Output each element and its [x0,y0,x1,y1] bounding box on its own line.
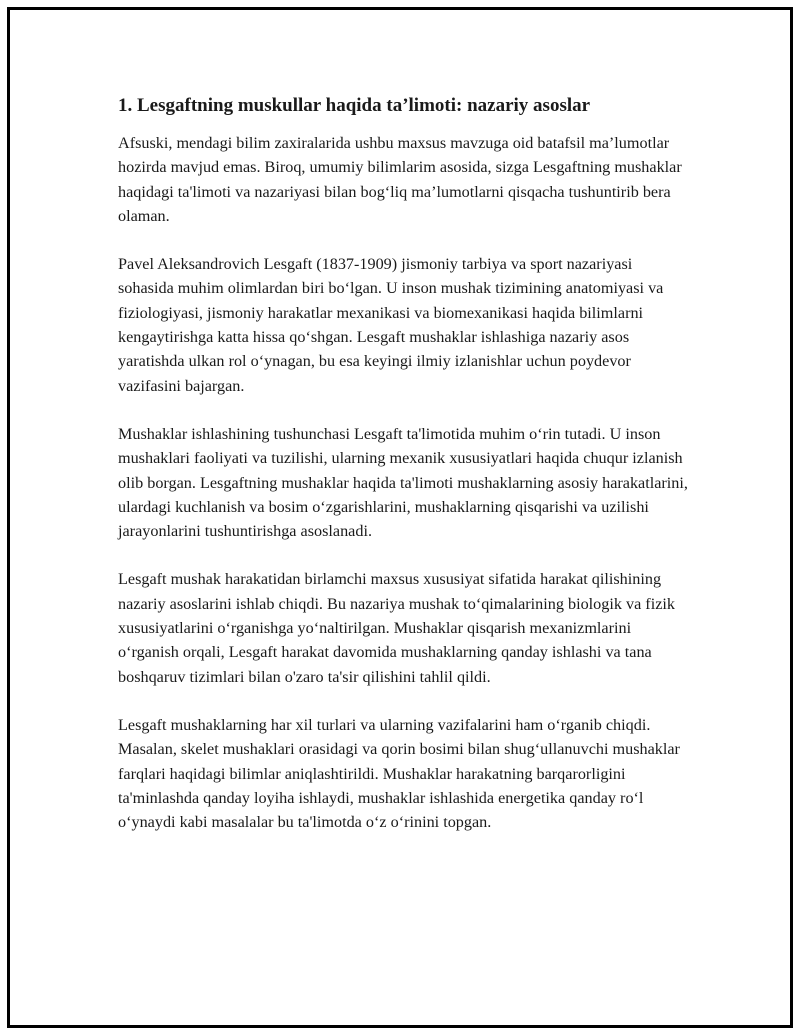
page-title: 1. Lesgaftning muskullar haqida ta’limoti: nazariy asoslar [118,95,591,116]
paragraph-theory-foundations: Lesgaft mushak harakatidan birlamchi maxsus xususiyat sifatida harakat qilishining nazariy asoslarini ishlab chiqdi. Bu nazariya mushak to‘qimalarining biologik va fizik xususiyatlarini o‘rganishga yo‘naltirilgan. Mushaklar qisqarish mexanizmlarini o‘rganish orqali, Lesgaft harakat davomida mushaklarning qanday ishlashi va tana boshqaruv tizimlari bilan o'zaro ta'sir qilishini tahlil qildi. [118,570,675,686]
document-body [118,93,688,858]
paragraph-muscle-function: Mushaklar ishlashining tushunchasi Lesgaft ta'limotida muhim o‘rin tutadi. U inson mushaklari faoliyati va tuzilishi, ularning mexanik xususiyatlari haqida chuqur izlanish olib borgan. Lesgaftning mushaklar haqida ta'limoti mushaklarning asosiy harakatlarini, ulardagi kuchlanish va bosim o‘zgarishlarini, mushaklarning qisqarishi va uzilishi jarayonlarini tushuntirishga asoslanadi. [118,424,688,541]
paragraph-intro: Afsuski, mendagi bilim zaxiralarida ushbu maxsus mavzuga oid batafsil ma’lumotlar hozirda mavjud emas. Biroq, umumiy bilimlarim asosida, sizga Lesgaftning mushaklar haqidagi ta'limoti va nazariyasi bilan bog‘liq ma’lumotlarni qisqacha tushuntirib bera olaman. [118,134,682,225]
paragraph-biography: Pavel Aleksandrovich Lesgaft (1837-1909) jismoniy tarbiya va sport nazariyasi sohasida muhim olimlardan biri bo‘lgan. U inson mushak tizimining anatomiyasi va fiziologiyasi, jismoniy harakatlar mexanikasi va biomexanikasi haqida bilimlarni kengaytirishga katta hissa qo‘shgan. Lesgaft mushaklar ishlashiga nazariy asos yaratishda ulkan rol o‘ynagan, bu esa keyingi ilmiy izlanishlar uchun poydevor vazifasini bajargan. [118,255,664,395]
paragraph-muscle-types: Lesgaft mushaklarning har xil turlari va ularning vazifalarini ham o‘rganib chiqdi. Masalan, skelet mushaklari orasidagi va qorin bosimi bilan shug‘ullanuvchi mushaklar farqlari haqidagi bilimlar aniqlashtirildi. Mushaklar harakatning barqarorligini ta'minlashda qanday loyiha ishlaydi, mushaklar ishlashida energetika qanday ro‘l o‘ynaydi kabi masalalar bu ta'limotda o‘z o‘rinini topgan. [118,715,680,832]
